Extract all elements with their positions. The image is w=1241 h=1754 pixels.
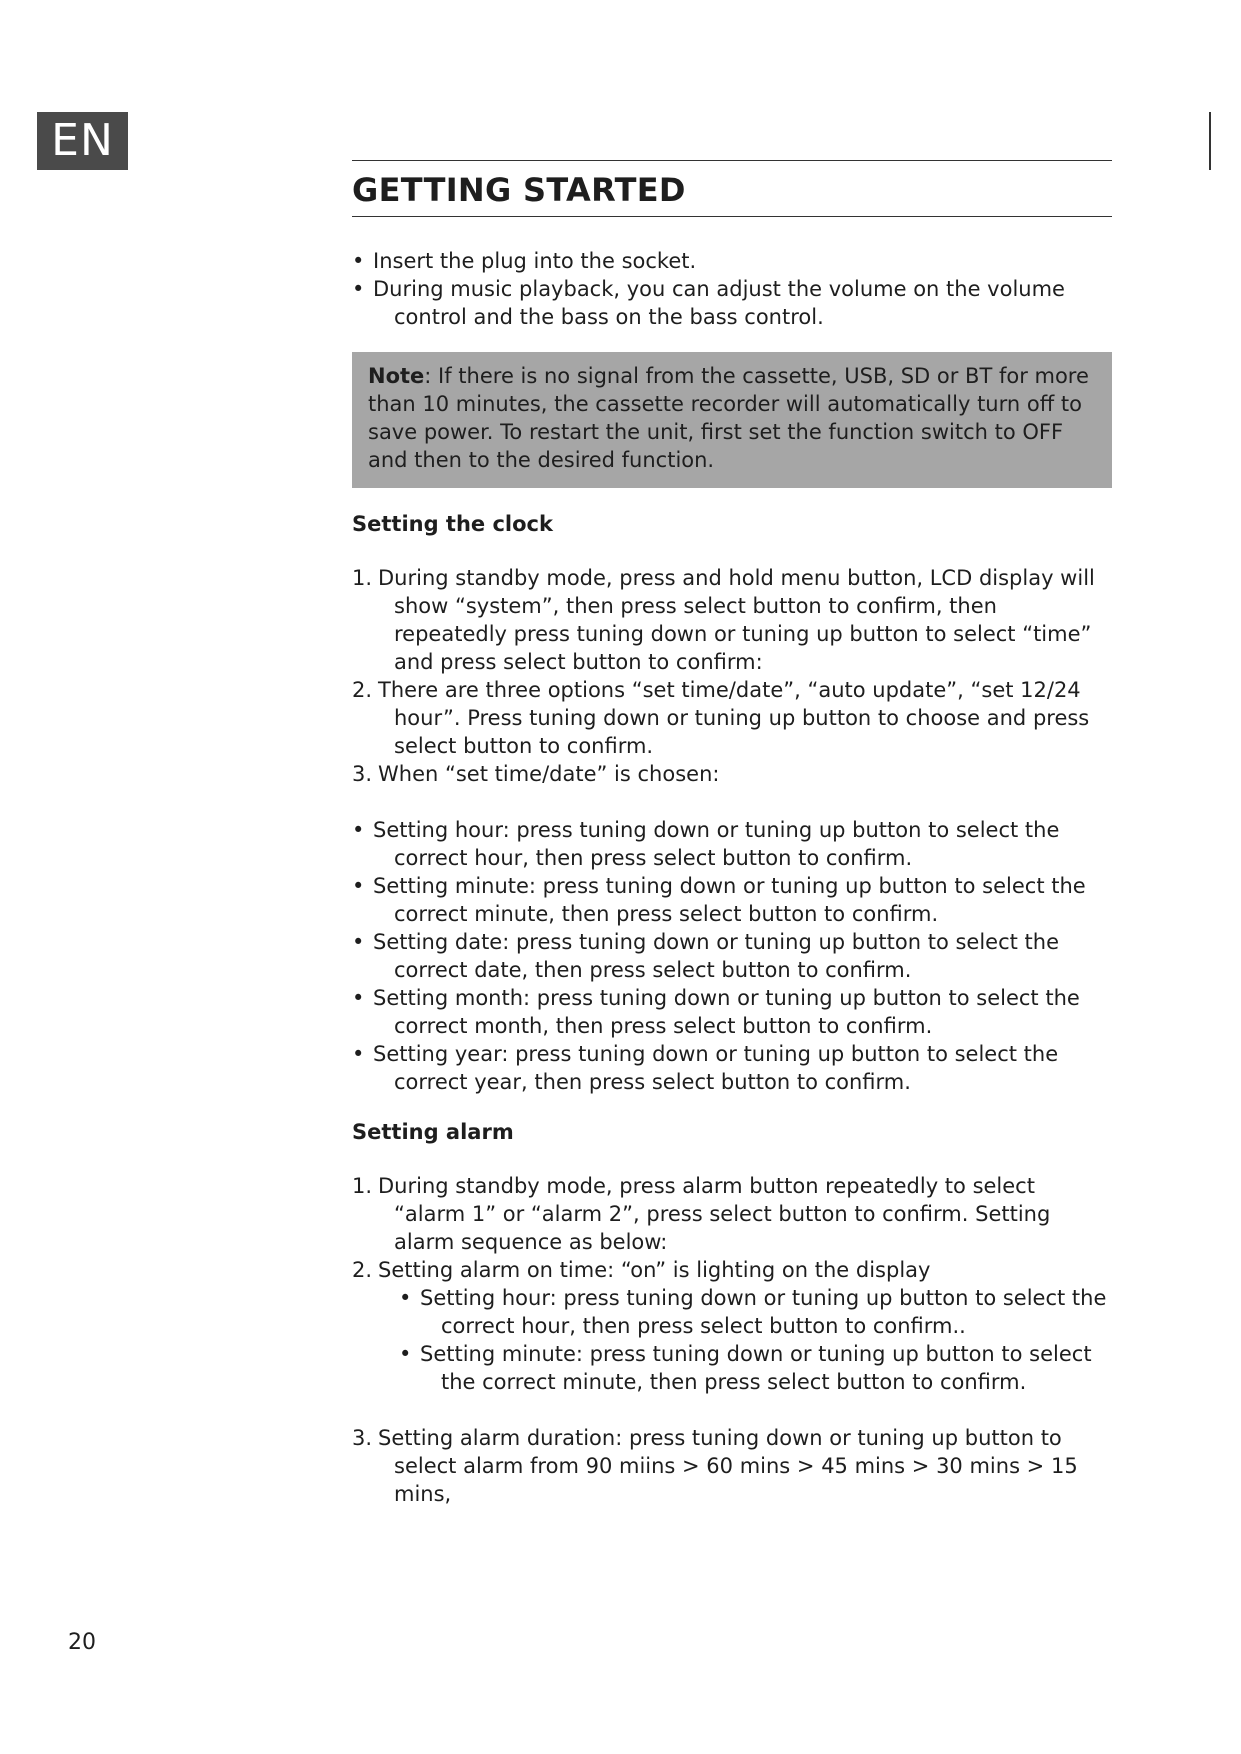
list-item: • During music playback, you can adjust the volume on the volume control and the bass on the bass control. (352, 275, 1112, 331)
list-item (352, 676, 1112, 760)
step-number: 1. (352, 566, 373, 590)
list-item: • Setting minute: press tuning down or tuning up button to select the correct minute, then press select button to confirm. (399, 1340, 1112, 1396)
note-box (352, 352, 1112, 488)
alarm-sub-bullets (352, 1284, 1112, 1396)
page-number: 20 (68, 1630, 96, 1655)
note-text: : If there is no signal from the cassette, USB, SD or BT for more than 10 minutes, the cassette recorder will automatically turn off to save power. To restart the unit, first set the function switch to OFF and then to the desired function. (368, 364, 1089, 472)
list-item (352, 1424, 1112, 1508)
clock-steps (352, 564, 1112, 788)
step-text: During standby mode, press alarm button repeatedly to select “alarm 1” or “alarm 2”, press select button to confirm. Setting alarm sequence as below: (378, 1174, 1051, 1254)
title-bottom-rule (352, 216, 1112, 217)
list-item: • Setting hour: press tuning down or tuning up button to select the correct hour, then press select button to confirm.. (399, 1284, 1112, 1340)
page-title: GETTING STARTED (352, 171, 686, 209)
step-text: There are three options “set time/date”, “auto update”, “set 12/24 hour”. Press tuning down or tuning up button to choose and press select button to confirm. (378, 678, 1090, 758)
margin-bar (1209, 112, 1211, 170)
clock-heading: Setting the clock (352, 512, 553, 536)
list-item: • Setting date: press tuning down or tuning up button to select the correct date, then press select button to confirm. (352, 928, 1112, 984)
step-text: Setting alarm on time: “on” is lighting on the display (378, 1258, 931, 1282)
list-item: • Setting year: press tuning down or tuning up button to select the correct year, then press select button to confirm. (352, 1040, 1112, 1096)
list-item: • Setting hour: press tuning down or tuning up button to select the correct hour, then press select button to confirm. (352, 816, 1112, 872)
alarm-steps (352, 1172, 1112, 1284)
list-item: • Setting month: press tuning down or tuning up button to select the correct month, then press select button to confirm. (352, 984, 1112, 1040)
step-number: 2. (352, 678, 373, 702)
step-number: 1. (352, 1174, 373, 1198)
list-item: • Setting minute: press tuning down or tuning up button to select the correct minute, then press select button to confirm. (352, 872, 1112, 928)
list-item (352, 1172, 1112, 1256)
language-badge: EN (37, 112, 128, 170)
step-text: When “set time/date” is chosen: (378, 762, 720, 786)
list-item: • Insert the plug into the socket. (352, 247, 1112, 275)
note-label: Note (368, 364, 425, 388)
step-text: Setting alarm duration: press tuning down or tuning up button to select alarm from 90 miins > 60 mins > 45 mins > 30 mins > 15 mins, (378, 1426, 1078, 1506)
list-item (352, 564, 1112, 676)
alarm-heading: Setting alarm (352, 1120, 514, 1144)
title-top-rule (352, 160, 1112, 161)
list-item (352, 760, 1112, 788)
clock-bullets (352, 816, 1112, 1096)
step-number: 3. (352, 762, 373, 786)
step-number: 3. (352, 1426, 373, 1450)
intro-list (352, 247, 1112, 331)
step-text: During standby mode, press and hold menu button, LCD display will show “system”, then press select button to confirm, then repeatedly press tuning down or tuning up button to select “time” and press select button to confirm: (378, 566, 1095, 674)
alarm-steps-continued (352, 1424, 1112, 1508)
step-number: 2. (352, 1258, 373, 1282)
list-item (352, 1256, 1112, 1284)
page-content (352, 160, 1112, 1508)
